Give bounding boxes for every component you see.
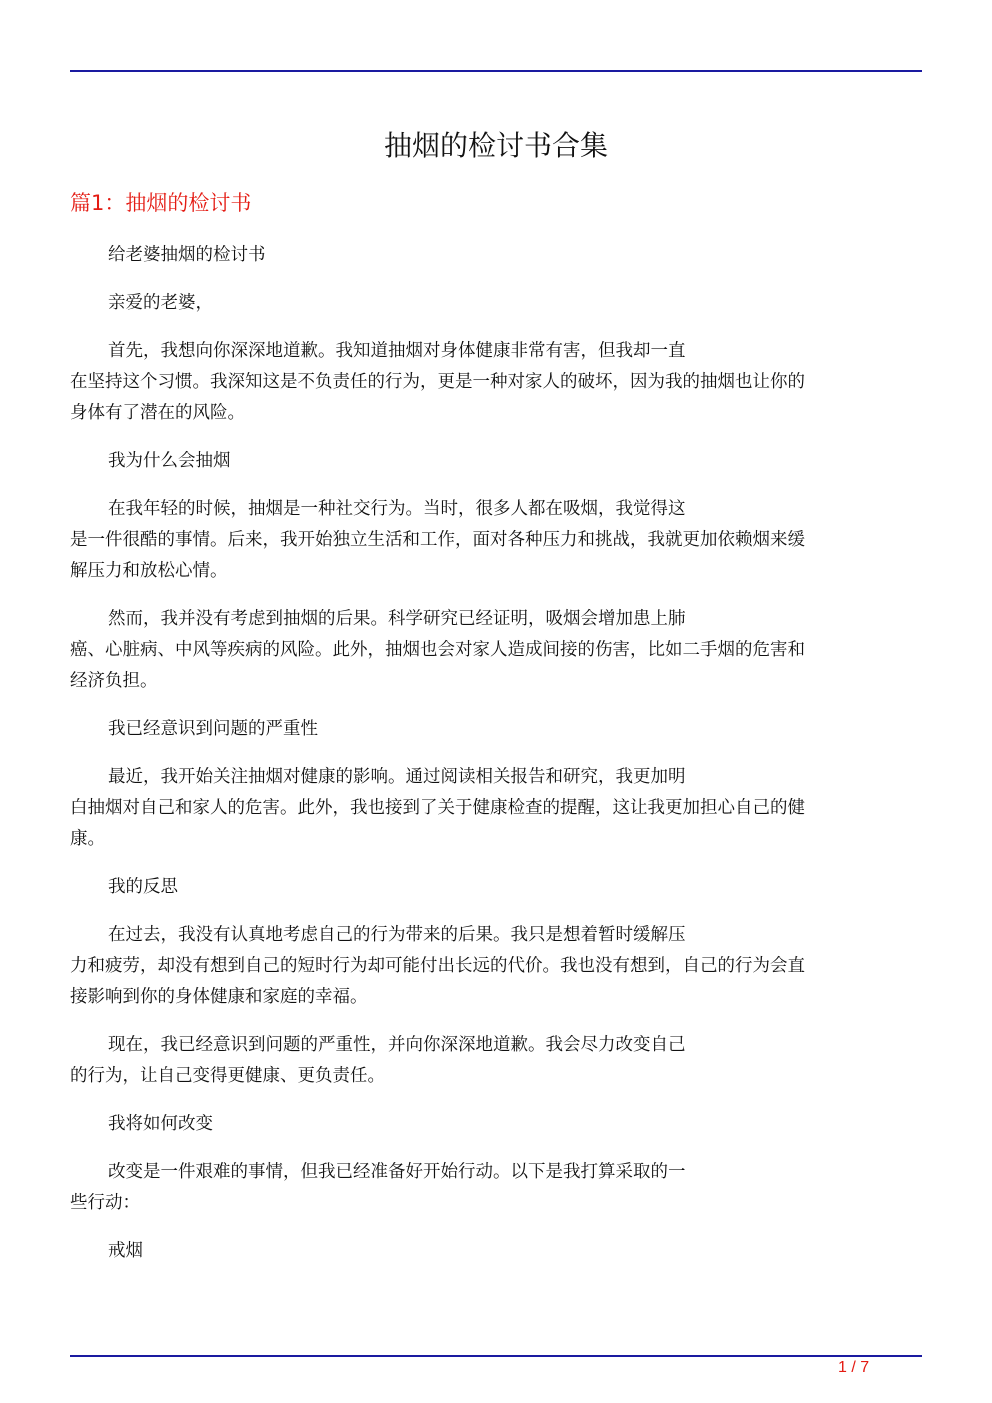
section-heading: 篇1：抽烟的检讨书 [70, 191, 252, 215]
page-indicator: 1 / 7 [838, 1359, 870, 1376]
paragraph: 我已经意识到问题的严重性 [108, 719, 318, 739]
paragraph: 我的反思 [108, 877, 178, 897]
paragraph: 改变是一件艰难的事情，但我已经准备好开始行动。以下是我打算采取的一 些行动： [70, 1162, 686, 1213]
document-title: 抽烟的检讨书合集 [383, 129, 608, 162]
paragraph: 戒烟 [108, 1241, 143, 1261]
paragraph: 最近，我开始关注抽烟对健康的影响。通过阅读相关报告和研究，我更加明 白抽烟对自己和家人的危害。此外，我也接到了关于健康检查的提醒，这让我更加担心自己的健 康。 [70, 767, 805, 849]
paragraph: 我将如何改变 [108, 1114, 213, 1134]
paragraph: 在我年轻的时候，抽烟是一种社交行为。当时，很多人都在吸烟，我觉得这 是一件很酷的事情。后来，我开始独立生活和工作，面对各种压力和挑战，我就更加依赖烟来缓 解压力和放松心情。 [70, 499, 805, 581]
paragraph: 然而，我并没有考虑到抽烟的后果。科学研究已经证明，吸烟会增加患上肺 癌、心脏病、中风等疾病的风险。此外，抽烟也会对家人造成间接的伤害，比如二手烟的危害和 经济负担。 [70, 609, 805, 691]
paragraph: 在过去，我没有认真地考虑自己的行为带来的后果。我只是想着暂时缓解压 力和疲劳，却没有想到自己的短时行为却可能付出长远的代价。我也没有想到，自己的行为会直 接影响到你的身体健康和家庭的幸福。 [70, 925, 805, 1007]
header-rule [70, 70, 922, 72]
footer-rule [70, 1355, 922, 1357]
paragraph: 亲爱的老婆， [108, 293, 213, 313]
paragraph: 给老婆抽烟的检讨书 [108, 245, 266, 265]
paragraph: 我为什么会抽烟 [108, 451, 231, 471]
paragraph: 现在，我已经意识到问题的严重性，并向你深深地道歉。我会尽力改变自己 的行为，让自己变得更健康、更负责任。 [70, 1035, 686, 1086]
document-body [70, 240, 920, 1284]
paragraph: 首先，我想向你深深地道歉。我知道抽烟对身体健康非常有害，但我却一直 在坚持这个习惯。我深知这是不负责任的行为，更是一种对家人的破坏，因为我的抽烟也让你的 身体有了潜在的风险。 [70, 341, 805, 423]
